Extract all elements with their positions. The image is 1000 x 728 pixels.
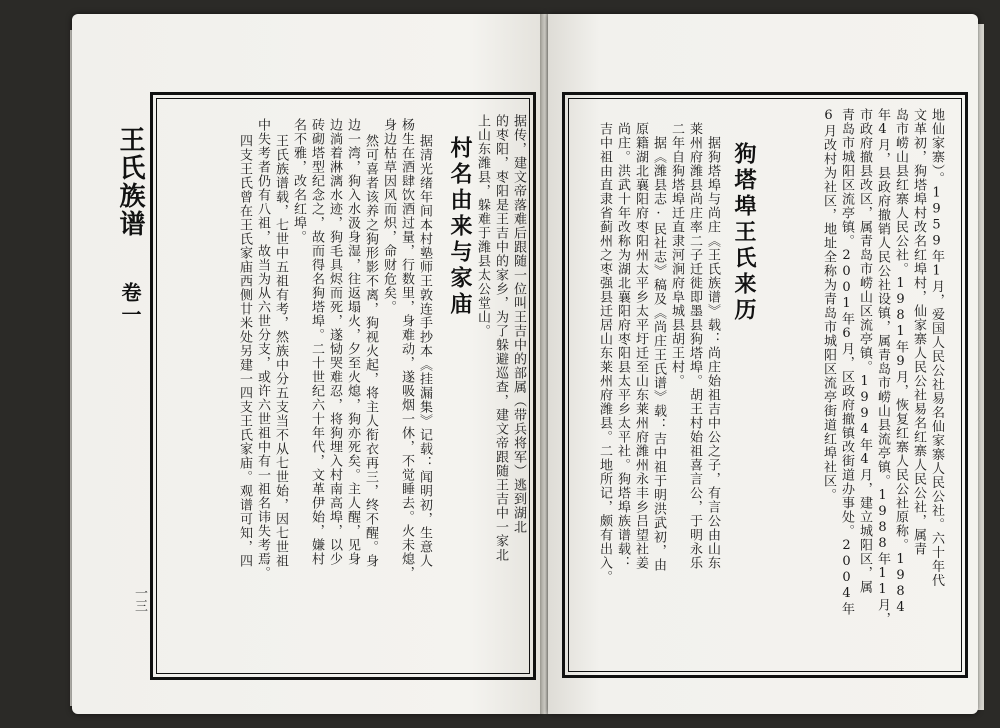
body-column-9: 王氏族谱载，七世中五祖有考，然族中分五支当不从七世始，因七世祖 xyxy=(273,134,288,568)
body-column-3: 身边枯草因风而炽，命财危矣。 xyxy=(381,118,396,314)
body-column-1: 据清光绪年间本村塾师王敦连手抄本《挂漏集》记载：闻明初，生意人 xyxy=(417,134,432,568)
right-section-heading: 狗塔埠王氏来历 xyxy=(731,142,756,324)
right-page xyxy=(548,14,978,714)
top-column-3: 岛市崂山县红寨人民公社。1981年9月，恢复红寨人民公社原称。1984 xyxy=(893,108,908,616)
left-page xyxy=(72,14,542,714)
body-column-5: 边一湾，狗入水汲身湿，往返塌火，夕至火熄，狗亦死矣。主人醒，见身 xyxy=(345,118,360,566)
intro-column-3: 上山东潍县，躲难于潍县太公堂山。 xyxy=(475,114,490,338)
top-column-5: 市政府撤县改区，属青岛市崂山区流亭镇。1994年4月，建立城阳区，属 xyxy=(857,108,872,594)
body-column-10: 中失考者仍有八祖，故当为从六世分支，或许六世祖中有一祖名讳失考焉。 xyxy=(255,118,270,580)
intro-column-2: 的枣阳，枣阳是王吉中的家乡，为了躲避巡查，建文帝跟随王吉中一家北 xyxy=(493,114,508,562)
top-column-1: 地仙家寨）。1959年1月，爱国人民公社易名仙家寨人民公社。六十年代 xyxy=(929,108,944,588)
top-column-4: 年4月，县政府撤销人民公社设镇，属青岛市崂山县流亭镇。1988年11月， xyxy=(875,108,890,626)
body-column-6: 边淌着淋漓水迹，狗毛具烬而死，遂恸哭难忍，将狗埋入村南高埠，以少 xyxy=(327,118,342,566)
top-column-6: 青岛市城阳区流亭镇。2001年6月，区政府撤镇改街道办事处。2004年 xyxy=(839,108,854,616)
right-body-column-5: 原籍湖北襄阳府枣阳州太平乡太平圩迁至山东莱州府潍州永丰乡吕望社姜 xyxy=(633,122,648,570)
top-column-2: 文革初，狗塔埠村改名红埠村，仙家寨人民公社易名红寨人民公社，属青 xyxy=(911,108,926,556)
intro-column-1: 据传，建文帝落难后跟随一位叫王吉中的部属（带兵将军）逃到湖北 xyxy=(511,114,526,534)
body-column-8: 名不雅，改名红埠。 xyxy=(291,118,306,244)
right-body-column-7: 吉中祖由直隶省蓟州之枣强县迁居山东莱州府潍县。二地所记，颇有出入。 xyxy=(597,122,612,584)
body-column-4: 然可喜者该养之狗形影不离，狗视火起，将主人衔衣再三，终不醒。身 xyxy=(363,134,378,568)
right-body-column-3: 二年自狗塔埠迁直隶河涧府阜城县胡王村。 xyxy=(669,122,684,388)
body-column-11: 四支王氏曾在王氏家庙西侧廿米处另建一四支王氏家庙。观谱可知，四 xyxy=(237,134,252,568)
right-body-column-2: 莱州府潍县尚庄率二子迁徙即墨县狗塔埠。胡王村始祖喜言公，于明永乐 xyxy=(687,122,702,570)
volume-label: 卷一 xyxy=(118,282,142,326)
top-column-7: 6月改村为社区，地址全称为青岛市城阳区流亭街道红埠社区。 xyxy=(821,108,836,502)
body-column-7: 砖砌塔型纪念之，故而得名狗塔埠。二十世纪六十年代，文革伊始，嫌村 xyxy=(309,118,324,566)
body-column-2: 杨生在酒肆饮酒过量，行数里，身难动，遂吸烟一休，不觉睡去。火未熄， xyxy=(399,118,414,580)
book-title: 王氏族谱 xyxy=(115,126,145,238)
right-body-column-6: 尚庄。洪武十年改称为湖北襄阳府枣阳县太平乡太平社。狗塔埠族谱载： xyxy=(615,122,630,570)
page-number: 一三 xyxy=(132,586,147,612)
right-body-column-4: 据《潍县志·民社志》稿及《尚庄王氏谱》载：吉中祖于明洪武初，由 xyxy=(651,136,666,572)
left-section-heading: 村名由来与家庙 xyxy=(447,136,472,318)
right-body-column-1: 据狗塔埠与尚庄《王氏族谱》载：尚庄始祖吉中公之子，有言公由山东 xyxy=(705,136,720,570)
